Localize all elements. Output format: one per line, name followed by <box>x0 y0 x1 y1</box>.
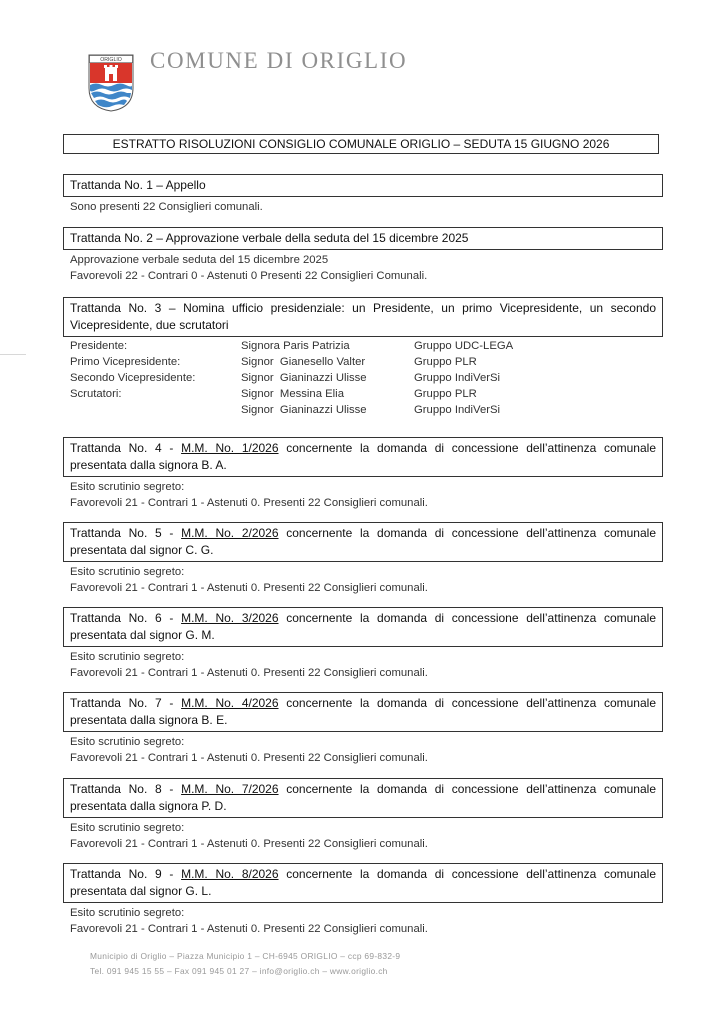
item-prefix: Trattanda No. 5 - <box>70 526 182 540</box>
group-cell: Gruppo UDC-LEGA <box>414 340 514 352</box>
result-line: Favorevoli 21 - Contrari 1 - Astenuti 0. Presenti 22 Consiglieri comunali. <box>70 838 428 850</box>
group-cell: Gruppo PLR <box>414 356 477 368</box>
result-line: Favorevoli 22 - Contrari 0 - Astenuti 0 Presenti 22 Consiglieri Comunali. <box>70 270 428 282</box>
agenda-item-title <box>63 522 663 562</box>
crest-label: ORIGLIO <box>100 57 122 64</box>
mm-reference: M.M. No. 8/2026 <box>181 867 279 881</box>
agenda-item-7 <box>63 692 663 766</box>
result-line: Esito scrutinio segreto: <box>70 651 185 663</box>
result-line: Sono presenti 22 Consiglieri comunali. <box>70 201 263 213</box>
role-cell: Scrutatori: <box>70 388 122 400</box>
agenda-item-body <box>63 903 663 937</box>
result-line: Favorevoli 21 - Contrari 1 - Astenuti 0. Presenti 22 Consiglieri comunali. <box>70 667 428 679</box>
item-prefix: Trattanda No. 6 - <box>70 611 182 625</box>
item-prefix: Trattanda No. 8 - <box>70 782 182 796</box>
result-line: Esito scrutinio segreto: <box>70 481 185 493</box>
agenda-item-body <box>63 732 663 766</box>
name-cell: Signor Gianinazzi Ulisse <box>241 372 367 384</box>
item-prefix: Trattanda No. 9 - <box>70 867 182 881</box>
agenda-item-title: Trattanda No. 3 – Nomina ufficio presidenziale: un Presidente, un primo Vicepresidente, un secondo Vicepresidente, due scrutatori <box>63 297 663 337</box>
agenda-item-8 <box>63 778 663 852</box>
agenda-item-title: Trattanda No. 1 – Appello <box>63 174 663 197</box>
mm-reference: M.M. No. 2/2026 <box>181 526 279 540</box>
agenda-item-3 <box>63 297 663 418</box>
agenda-item-title <box>63 863 663 903</box>
agenda-item-body <box>63 647 663 681</box>
role-cell: Presidente: <box>70 340 128 352</box>
agenda-item-title <box>63 437 663 477</box>
agenda-item-title: Trattanda No. 2 – Approvazione verbale della seduta del 15 dicembre 2025 <box>63 227 663 250</box>
table-row <box>70 402 513 418</box>
agenda-item-5 <box>63 522 663 596</box>
agenda-item-body <box>63 818 663 852</box>
group-cell: Gruppo IndiVerSi <box>414 372 501 384</box>
agenda-item-body <box>63 562 663 596</box>
mm-reference: M.M. No. 7/2026 <box>181 782 279 796</box>
name-cell: Signor Gianinazzi Ulisse <box>241 404 367 416</box>
presidency-table <box>70 338 513 418</box>
name-cell: Signor Gianesello Valter <box>241 356 366 368</box>
footer-contacts: Tel. 091 945 15 55 – Fax 091 945 01 27 – info@origlio.ch – www.origlio.ch <box>90 966 388 976</box>
result-line: Approvazione verbale seduta del 15 dicembre 2025 <box>70 254 329 266</box>
item-prefix: Trattanda No. 4 - <box>70 441 182 455</box>
group-cell: Gruppo PLR <box>414 388 477 400</box>
name-cell: Signora Paris Patrizia <box>241 340 350 352</box>
agenda-item-title <box>63 607 663 647</box>
item-description: concernente la domanda di concessione dell’attinenza comunale presentata dalla signora P. D. <box>70 782 656 813</box>
name-cell: Signor Messina Elia <box>241 388 344 400</box>
document-title: ESTRATTO RISOLUZIONI CONSIGLIO COMUNALE ORIGLIO – SEDUTA 15 GIUGNO 2026 <box>63 134 659 154</box>
group-cell: Gruppo IndiVerSi <box>414 404 501 416</box>
role-cell: Primo Vicepresidente: <box>70 356 181 368</box>
agenda-item-title <box>63 778 663 818</box>
result-line: Esito scrutinio segreto: <box>70 736 185 748</box>
item-description: concernente la domanda di concessione dell’attinenza comunale presentata dalla signora B. A. <box>70 441 656 472</box>
page-footer <box>90 949 490 979</box>
agenda-item-body <box>63 250 663 284</box>
table-row <box>70 386 513 402</box>
item-description: concernente la domanda di concessione dell’attinenza comunale presentata dalla signora B. E. <box>70 696 656 727</box>
result-line: Esito scrutinio segreto: <box>70 822 185 834</box>
mm-reference: M.M. No. 1/2026 <box>181 441 279 455</box>
role-cell <box>70 402 241 418</box>
mm-reference: M.M. No. 4/2026 <box>181 696 279 710</box>
scan-edge-mark <box>0 354 26 355</box>
municipality-name: COMUNE DI ORIGLIO <box>150 48 408 73</box>
item-description: concernente la domanda di concessione dell’attinenza comunale presentata dal signor C. G. <box>70 526 656 557</box>
result-line: Favorevoli 21 - Contrari 1 - Astenuti 0. Presenti 22 Consiglieri comunali. <box>70 752 428 764</box>
footer-address: Municipio di Origlio – Piazza Municipio 1 – CH-6945 ORIGLIO – ccp 69-832-9 <box>90 951 401 961</box>
agenda-item-title <box>63 692 663 732</box>
table-row <box>70 370 513 386</box>
item-description: concernente la domanda di concessione dell’attinenza comunale presentata dal signor G. M. <box>70 611 656 642</box>
agenda-item-1 <box>63 174 663 215</box>
item-prefix: Trattanda No. 7 - <box>70 696 182 710</box>
role-cell: Secondo Vicepresidente: <box>70 372 196 384</box>
agenda-item-9 <box>63 863 663 937</box>
agenda-item-4 <box>63 437 663 511</box>
agenda-item-2 <box>63 227 663 284</box>
agenda-item-body <box>63 477 663 511</box>
municipal-crest-logo <box>86 52 136 112</box>
result-line: Favorevoli 21 - Contrari 1 - Astenuti 0. Presenti 22 Consiglieri comunali. <box>70 923 428 935</box>
result-line: Esito scrutinio segreto: <box>70 566 185 578</box>
table-row <box>70 338 513 354</box>
agenda-item-body <box>63 197 663 215</box>
result-line: Favorevoli 21 - Contrari 1 - Astenuti 0. Presenti 22 Consiglieri comunali. <box>70 497 428 509</box>
result-line: Favorevoli 21 - Contrari 1 - Astenuti 0. Presenti 22 Consiglieri comunali. <box>70 582 428 594</box>
item-description: concernente la domanda di concessione dell’attinenza comunale presentata dal signor G. L. <box>70 867 656 898</box>
mm-reference: M.M. No. 3/2026 <box>181 611 279 625</box>
agenda-item-6 <box>63 607 663 681</box>
result-line: Esito scrutinio segreto: <box>70 907 185 919</box>
table-row <box>70 354 513 370</box>
